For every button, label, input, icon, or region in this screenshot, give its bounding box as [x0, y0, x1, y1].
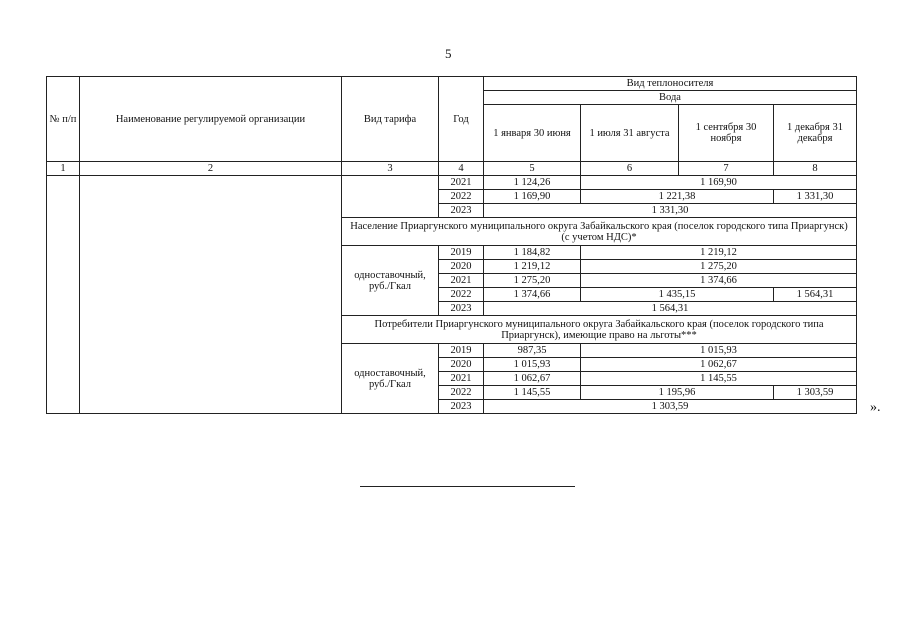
value-cell: 1 145,55 — [484, 386, 581, 400]
value-cell: 1 145,55 — [581, 372, 857, 386]
year-cell: 2021 — [439, 274, 484, 288]
header-coolant-type: Вид теплоносителя — [484, 77, 857, 91]
header-org-name: Наименование регулируемой организации — [80, 77, 342, 162]
value-cell: 1 184,82 — [484, 246, 581, 260]
value-cell: 1 275,20 — [484, 274, 581, 288]
year-cell: 2022 — [439, 288, 484, 302]
year-cell: 2021 — [439, 176, 484, 190]
tariff-table — [46, 76, 857, 414]
value-cell: 1 124,26 — [484, 176, 581, 190]
header-period-2: 1 июля 31 августа — [581, 105, 679, 162]
year-cell: 2023 — [439, 302, 484, 316]
value-cell: 1 219,12 — [484, 260, 581, 274]
value-cell: 1 195,96 — [581, 386, 774, 400]
page-number: 5 — [445, 46, 452, 61]
row-num-cell — [47, 176, 80, 414]
col-number: 2 — [80, 162, 342, 176]
value-cell: 1 169,90 — [581, 176, 857, 190]
value-cell: 987,35 — [484, 344, 581, 358]
value-cell: 1 435,15 — [581, 288, 774, 302]
tariff-cell — [342, 176, 439, 218]
value-cell: 1 564,31 — [774, 288, 857, 302]
header-period-1: 1 января 30 июня — [484, 105, 581, 162]
year-cell: 2023 — [439, 204, 484, 218]
closing-quote-mark: ». — [870, 400, 881, 415]
value-cell: 1 564,31 — [484, 302, 857, 316]
col-number: 4 — [439, 162, 484, 176]
consumer-group-title: Потребители Приаргунского муниципального округа Забайкальского края (поселок городского типа Приаргунск), имеющие право на льготы*** — [342, 316, 857, 344]
header-year: Год — [439, 77, 484, 162]
year-cell: 2020 — [439, 358, 484, 372]
value-cell: 1 169,90 — [484, 190, 581, 204]
year-cell: 2022 — [439, 386, 484, 400]
value-cell: 1 374,66 — [484, 288, 581, 302]
value-cell: 1 275,20 — [581, 260, 857, 274]
col-number: 8 — [774, 162, 857, 176]
value-cell: 1 331,30 — [774, 190, 857, 204]
value-cell: 1 374,66 — [581, 274, 857, 288]
col-number: 1 — [47, 162, 80, 176]
tariff-cell: одноставочный, руб./Гкал — [342, 246, 439, 316]
value-cell: 1 303,59 — [484, 400, 857, 414]
year-cell: 2022 — [439, 190, 484, 204]
header-period-3: 1 сентября 30 ноября — [679, 105, 774, 162]
header-tariff-type: Вид тарифа — [342, 77, 439, 162]
year-cell: 2021 — [439, 372, 484, 386]
header-water: Вода — [484, 91, 857, 105]
header-num: № п/п — [47, 77, 80, 162]
value-cell: 1 221,38 — [581, 190, 774, 204]
tariff-cell: одноставочный, руб./Гкал — [342, 344, 439, 414]
year-cell: 2019 — [439, 246, 484, 260]
value-cell: 1 219,12 — [581, 246, 857, 260]
col-number: 3 — [342, 162, 439, 176]
org-name-cell — [80, 176, 342, 414]
value-cell: 1 015,93 — [484, 358, 581, 372]
value-cell: 1 015,93 — [581, 344, 857, 358]
value-cell: 1 062,67 — [581, 358, 857, 372]
separator-line — [360, 486, 575, 487]
year-cell: 2023 — [439, 400, 484, 414]
value-cell: 1 303,59 — [774, 386, 857, 400]
value-cell: 1 062,67 — [484, 372, 581, 386]
col-number: 5 — [484, 162, 581, 176]
year-cell: 2020 — [439, 260, 484, 274]
col-number: 7 — [679, 162, 774, 176]
value-cell: 1 331,30 — [484, 204, 857, 218]
col-number: 6 — [581, 162, 679, 176]
consumer-group-title: Население Приаргунского муниципального округа Забайкальского края (поселок городского типа Приаргунск) (с учетом НДС)* — [342, 218, 857, 246]
year-cell: 2019 — [439, 344, 484, 358]
header-period-4: 1 декабря 31 декабря — [774, 105, 857, 162]
